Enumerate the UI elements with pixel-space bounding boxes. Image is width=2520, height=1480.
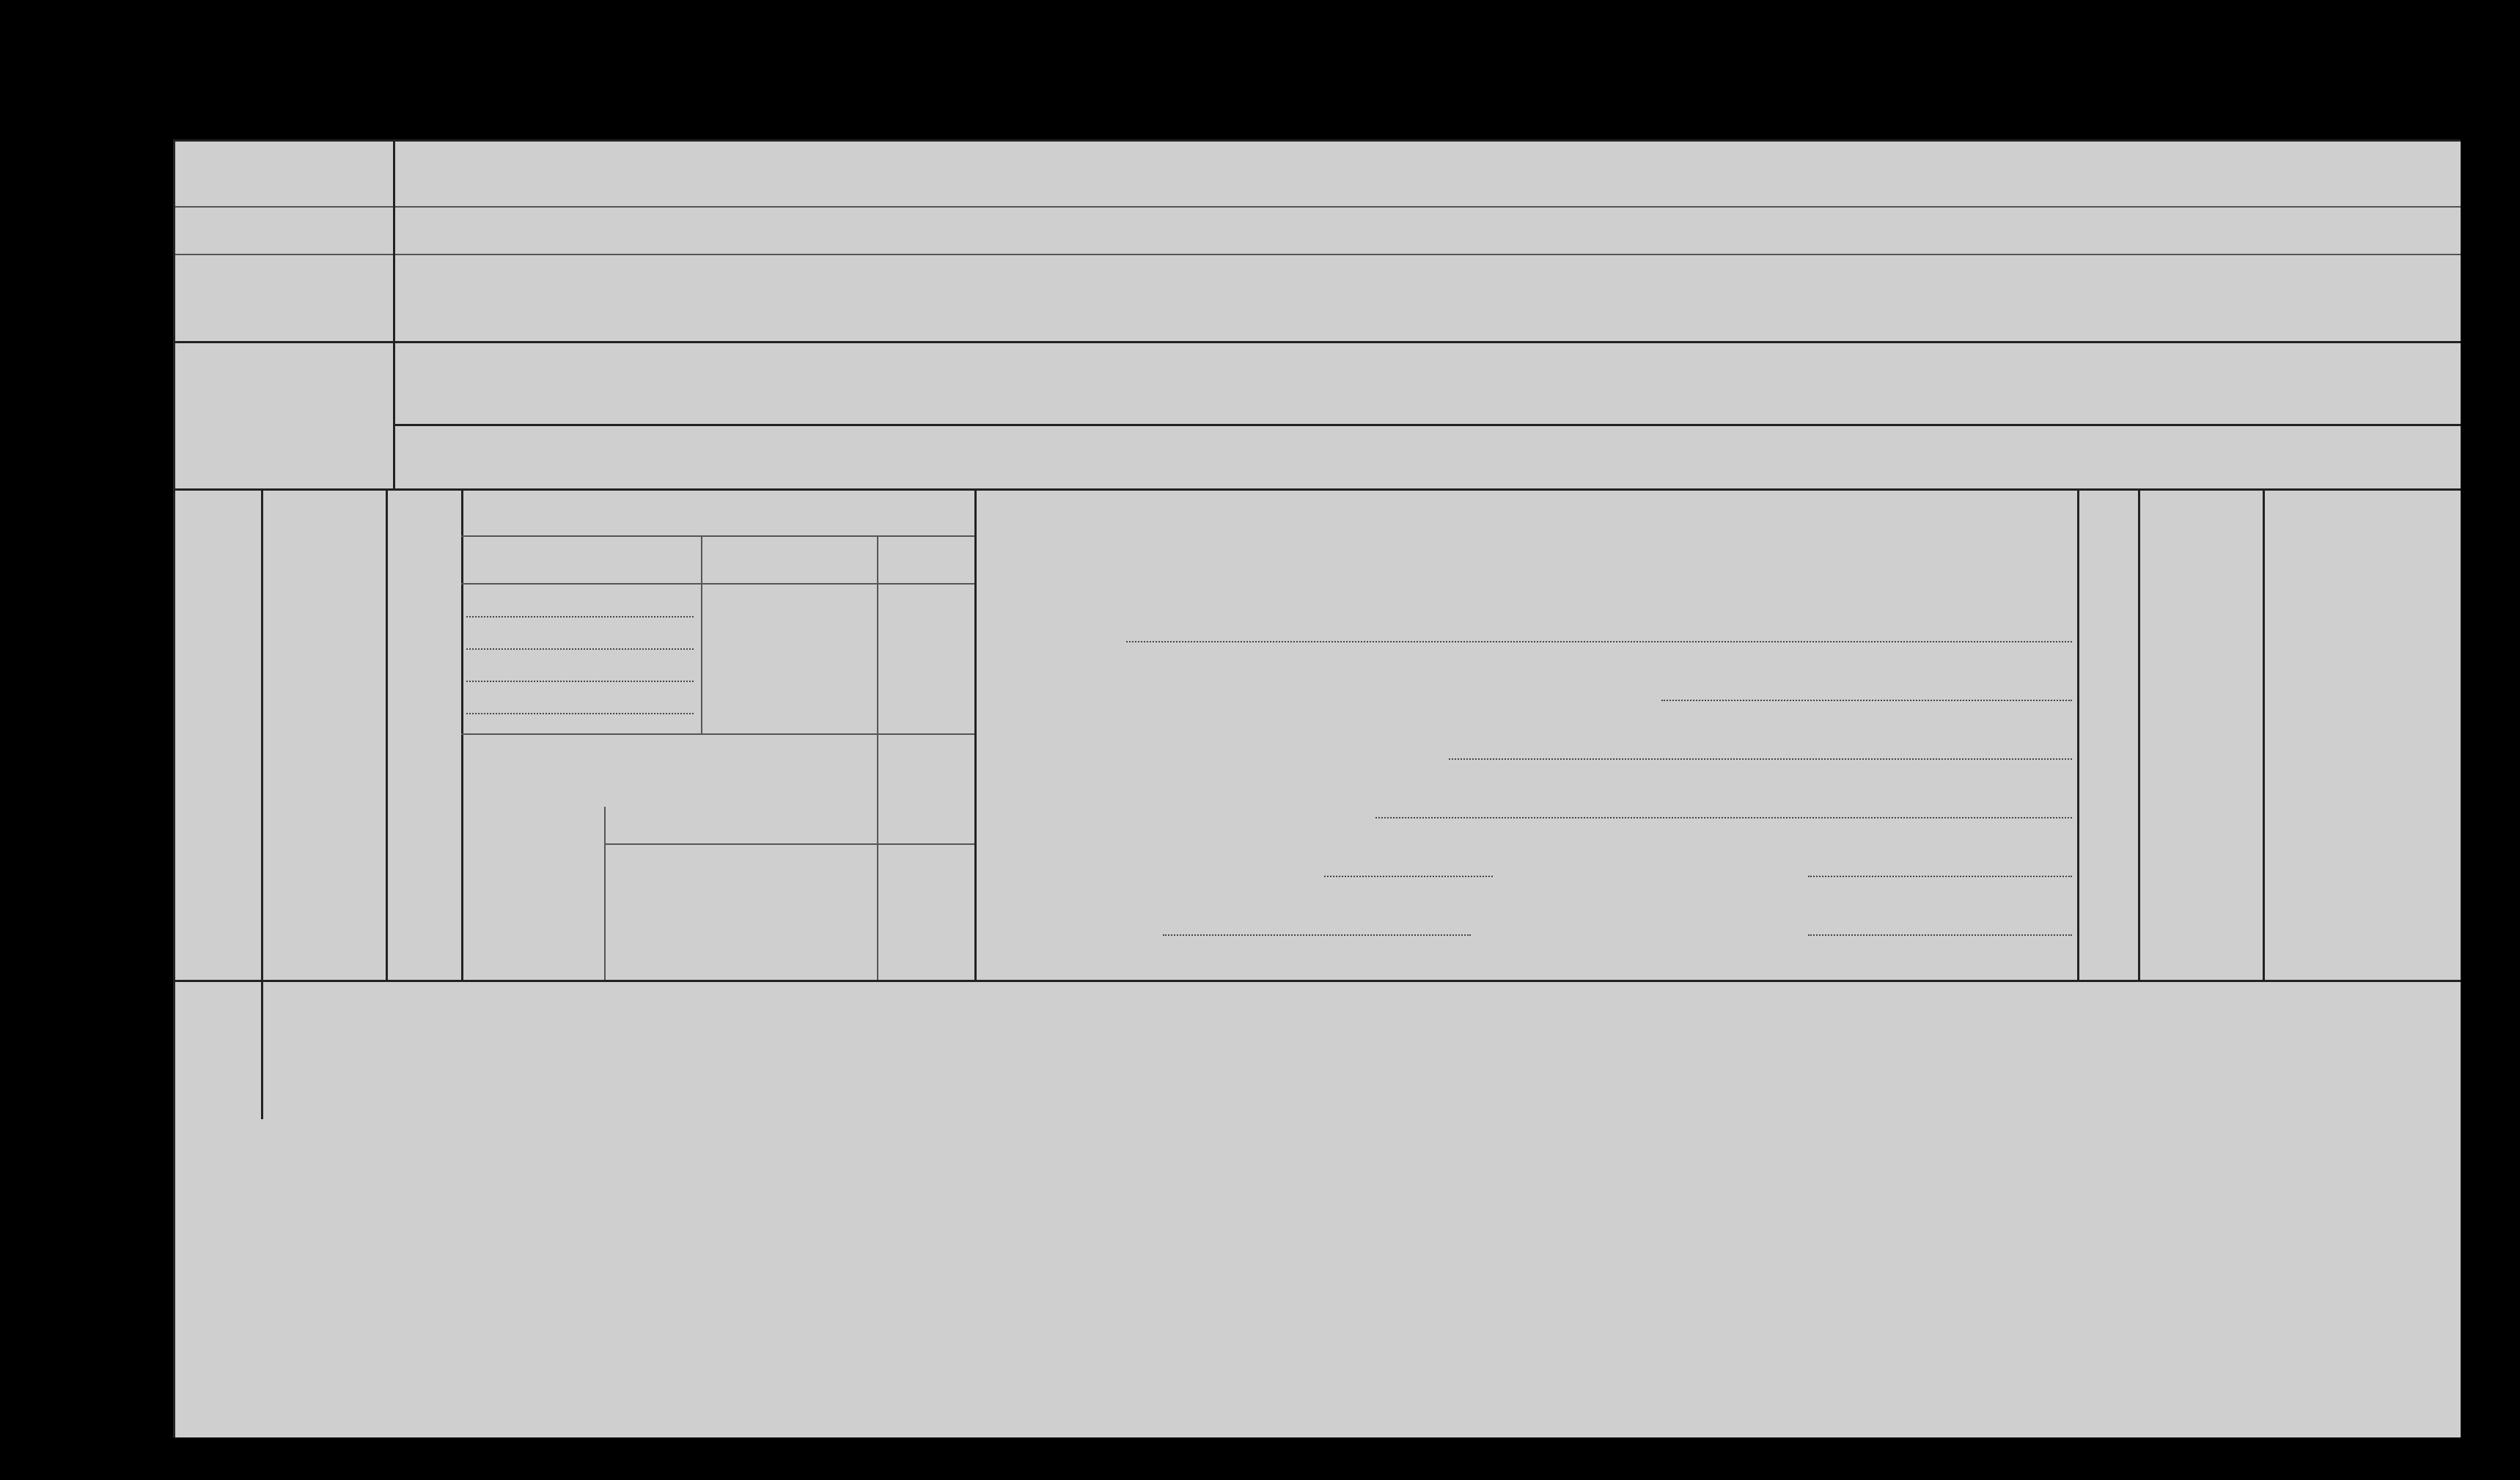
census-card — [173, 139, 2461, 1437]
population-header — [2079, 521, 2138, 961]
